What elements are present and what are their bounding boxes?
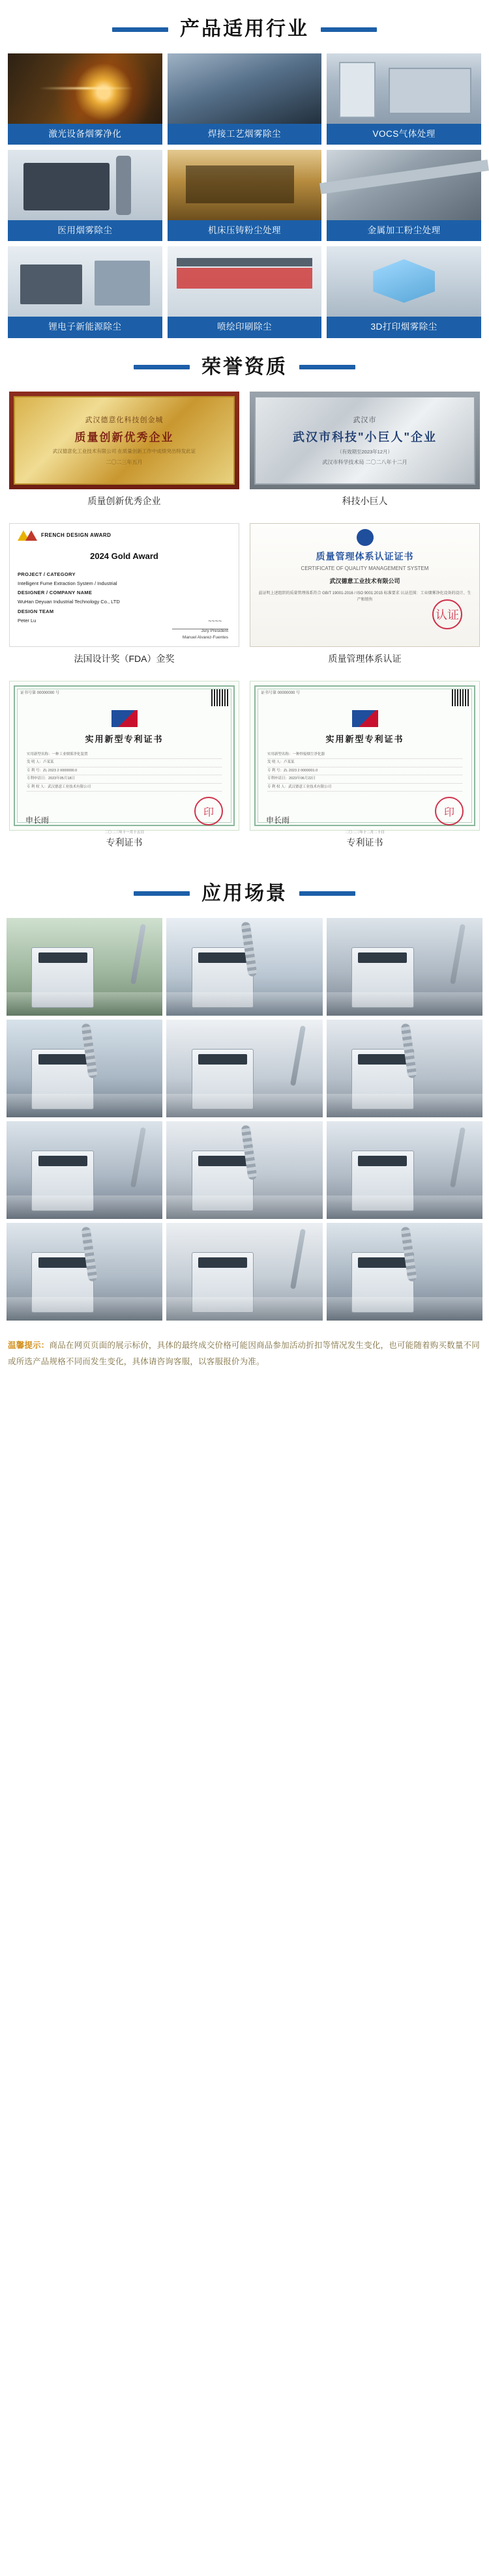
red-seal-icon: 认证: [432, 599, 462, 629]
certification-body-logo-icon: [357, 529, 374, 546]
industry-card[interactable]: [8, 53, 162, 145]
qr-code-icon: [452, 689, 469, 706]
quality-innovation-plaque-image: [9, 392, 239, 489]
laser-cutting-sparks-photo: [8, 53, 162, 124]
plaque-line-2: 质量创新优秀企业: [74, 431, 174, 444]
plaque-line-1: 武汉德意化科技创金城: [85, 416, 164, 425]
fda-award-title: 2024 Gold Award: [90, 551, 158, 561]
fda-brand-text: FRENCH DESIGN AWARD: [41, 532, 111, 538]
honor-caption: 质量创新优秀企业: [87, 495, 161, 506]
fda-field-value: Peter Lu: [18, 617, 37, 623]
qr-code-icon: [211, 689, 228, 706]
industry-card-label: 医用烟雾除尘: [8, 220, 162, 241]
patent-field: 专 利 号：ZL 2023 2 0000000.0: [27, 767, 222, 776]
honor-item[interactable]: [250, 523, 480, 674]
patent-signature: 申长雨: [266, 816, 290, 825]
honor-row: [9, 681, 480, 858]
french-design-award-certificate-image: [9, 523, 239, 647]
industry-card[interactable]: [168, 53, 322, 145]
industry-card[interactable]: [327, 53, 481, 145]
industry-card[interactable]: [8, 150, 162, 241]
fda-signature-name: Jury President: [201, 629, 228, 634]
red-seal-icon: 印: [435, 797, 464, 825]
french-design-award-logo-icon: [18, 530, 111, 541]
scene-photo-2[interactable]: [166, 918, 322, 1016]
patent-office-emblem-icon: [352, 710, 378, 727]
die-casting-machine-photo: [168, 150, 322, 220]
industry-card[interactable]: [327, 150, 481, 241]
patent-title: 实用新型专利证书: [85, 734, 164, 744]
fda-field-key: DESIGN TEAM: [18, 608, 54, 614]
iso-quality-certificate-image: [250, 523, 480, 647]
scene-photo-4[interactable]: [7, 1020, 162, 1117]
patent-signature: 申长雨: [25, 816, 50, 825]
honor-item[interactable]: [250, 392, 480, 517]
3d-printing-photo: [327, 246, 481, 317]
heading-bar-left: [134, 891, 190, 896]
metal-machining-photo: [327, 150, 481, 220]
scene-photo-11[interactable]: [166, 1223, 322, 1321]
industry-card[interactable]: [168, 150, 322, 241]
patent-field: 专利申请日：2023年05月18日: [27, 775, 222, 784]
patent-field: 发 明 人：卢某某: [27, 759, 222, 767]
heading-bar-right: [299, 891, 355, 896]
scene-photo-12[interactable]: [327, 1223, 482, 1321]
section-header-industry: [0, 0, 489, 53]
plaque-line-3: （有效期至2023年12月）: [336, 448, 393, 455]
honor-item[interactable]: [9, 392, 239, 517]
utility-patent-certificate-image-2: [250, 681, 480, 835]
fda-signature-sub: Manuel Alvarez-Fuentes: [182, 635, 228, 640]
honor-row: [9, 392, 480, 517]
medical-smoke-extractor-photo: [8, 150, 162, 220]
section-title-honor: 荣誉资质: [201, 356, 288, 378]
note-prefix: 温馨提示：: [8, 1340, 50, 1350]
scene-photo-10[interactable]: [7, 1223, 162, 1321]
section-header-honor: [0, 338, 489, 392]
fda-field-key: PROJECT / CATEGORY: [18, 571, 76, 577]
section-title-scene: 应用场景: [201, 882, 288, 904]
honor-row: [9, 523, 480, 674]
heading-bar-right: [321, 27, 377, 32]
iso-body-text: 兹证明上述组织的质量管理体系符合 GB/T 19001-2016 / ISO 9001:2015 标准要求 认证范围：工业烟雾净化设备的设计、生产和销售: [258, 591, 471, 603]
note-text: 商品在网页页面的展示标价，具体的最终成交价格可能因商品参加活动折扣等情况发生变化，也可能随着购买数量不同或所选产品规格不同而发生变化，具体请咨询客服，以客服报价为准。: [8, 1340, 480, 1366]
lithium-battery-line-photo: [8, 246, 162, 317]
application-scene-grid: [0, 918, 489, 1321]
iso-subtitle: CERTIFICATE OF QUALITY MANAGEMENT SYSTEM: [301, 565, 429, 571]
patent-field: 专 利 权 人：武汉德意工业技术有限公司: [267, 784, 462, 792]
plaque-line-1: 武汉市: [353, 416, 377, 424]
industry-card-label: 激光设备烟雾净化: [8, 124, 162, 145]
industry-card[interactable]: [8, 246, 162, 337]
honor-caption: 专利证书: [106, 837, 143, 848]
patent-field: 实用新型名称：一种工业烟雾净化装置: [27, 751, 222, 760]
fda-signature-mark: ~~~~: [207, 617, 222, 624]
honor-caption: 科技小巨人: [342, 495, 388, 506]
honor-list: [0, 392, 489, 858]
honor-caption: 法国设计奖（FDA）金奖: [74, 653, 175, 664]
scene-photo-5[interactable]: [166, 1020, 322, 1117]
honor-item[interactable]: [9, 523, 239, 674]
utility-patent-certificate-image-1: [9, 681, 239, 835]
red-seal-icon: 印: [194, 797, 223, 825]
patent-field: 实用新型名称：一种焊接烟尘净化器: [267, 751, 462, 760]
heading-bar-right: [299, 365, 355, 369]
honor-caption: 质量管理体系认证: [328, 653, 402, 664]
patent-field: 专 利 号：ZL 2023 2 0000001.0: [267, 767, 462, 776]
scene-photo-7[interactable]: [7, 1121, 162, 1219]
heading-bar-left: [112, 27, 168, 32]
industry-card-label: 焊接工艺烟雾除尘: [168, 124, 322, 145]
scene-photo-1[interactable]: [7, 918, 162, 1016]
industry-card-label: VOCS气体处理: [327, 124, 481, 145]
patent-title: 实用新型专利证书: [325, 734, 404, 744]
patent-number-text: 证书号第 00000000 号: [261, 691, 301, 695]
industry-card[interactable]: [327, 246, 481, 337]
scene-photo-3[interactable]: [327, 918, 482, 1016]
welding-process-photo: [168, 53, 322, 124]
fda-field-value: WuHan Deyuan Industrial Technology Co., LTD: [18, 599, 120, 605]
honor-caption: 专利证书: [346, 837, 383, 848]
scene-photo-6[interactable]: [327, 1020, 482, 1117]
section-title-industry: 产品适用行业: [180, 18, 309, 40]
patent-number-text: 证书号第 00000000 号: [20, 691, 60, 695]
patent-field: 专 利 权 人：武汉德意工业技术有限公司: [27, 784, 222, 792]
industry-grid: [0, 53, 489, 338]
tech-little-giant-plaque-image: [250, 392, 480, 489]
patent-field: 发 明 人：卢某某: [267, 759, 462, 767]
iso-title: 质量管理体系认证证书: [316, 551, 414, 562]
industry-card[interactable]: [168, 246, 322, 337]
scene-photo-8[interactable]: [166, 1121, 322, 1219]
industry-card-label: 3D打印烟雾除尘: [327, 317, 481, 337]
honor-item[interactable]: [9, 681, 239, 858]
plaque-line-4: 二〇二三年五月: [106, 459, 143, 465]
section-header-scene: [0, 865, 489, 918]
printing-press-photo: [168, 246, 322, 317]
industry-card-label: 锂电子新能源除尘: [8, 317, 162, 337]
patent-date: 二〇二三年十一月十五日: [104, 831, 144, 835]
honor-item[interactable]: [250, 681, 480, 858]
plaque-line-3: 武汉德意化工业技术有限公司 在质量创新工作中成绩突出特发此证: [52, 448, 196, 455]
scene-photo-9[interactable]: [327, 1121, 482, 1219]
plaque-line-2: 武汉市科技"小巨人"企业: [292, 430, 437, 444]
industry-card-label: 机床压铸粉尘处理: [168, 220, 322, 241]
patent-field: 专利申请日：2023年06月22日: [267, 775, 462, 784]
heading-bar-left: [134, 365, 190, 369]
industry-card-label: 喷绘印刷除尘: [168, 317, 322, 337]
vocs-treatment-line-photo: [327, 53, 481, 124]
patent-date: 二〇二三年十二月二十日: [345, 831, 385, 835]
fda-field-value: Intelligent Fume Extraction System / Industrial: [18, 580, 117, 586]
price-disclaimer-note: [8, 1338, 481, 1370]
fda-field-key: DESIGNER / COMPANY NAME: [18, 590, 93, 596]
iso-company: 武汉德意工业技术有限公司: [329, 577, 400, 584]
plaque-line-4: 武汉市科学技术局 二〇二八年十二月: [322, 459, 408, 466]
patent-office-emblem-icon: [111, 710, 138, 727]
industry-card-label: 金属加工粉尘处理: [327, 220, 481, 241]
